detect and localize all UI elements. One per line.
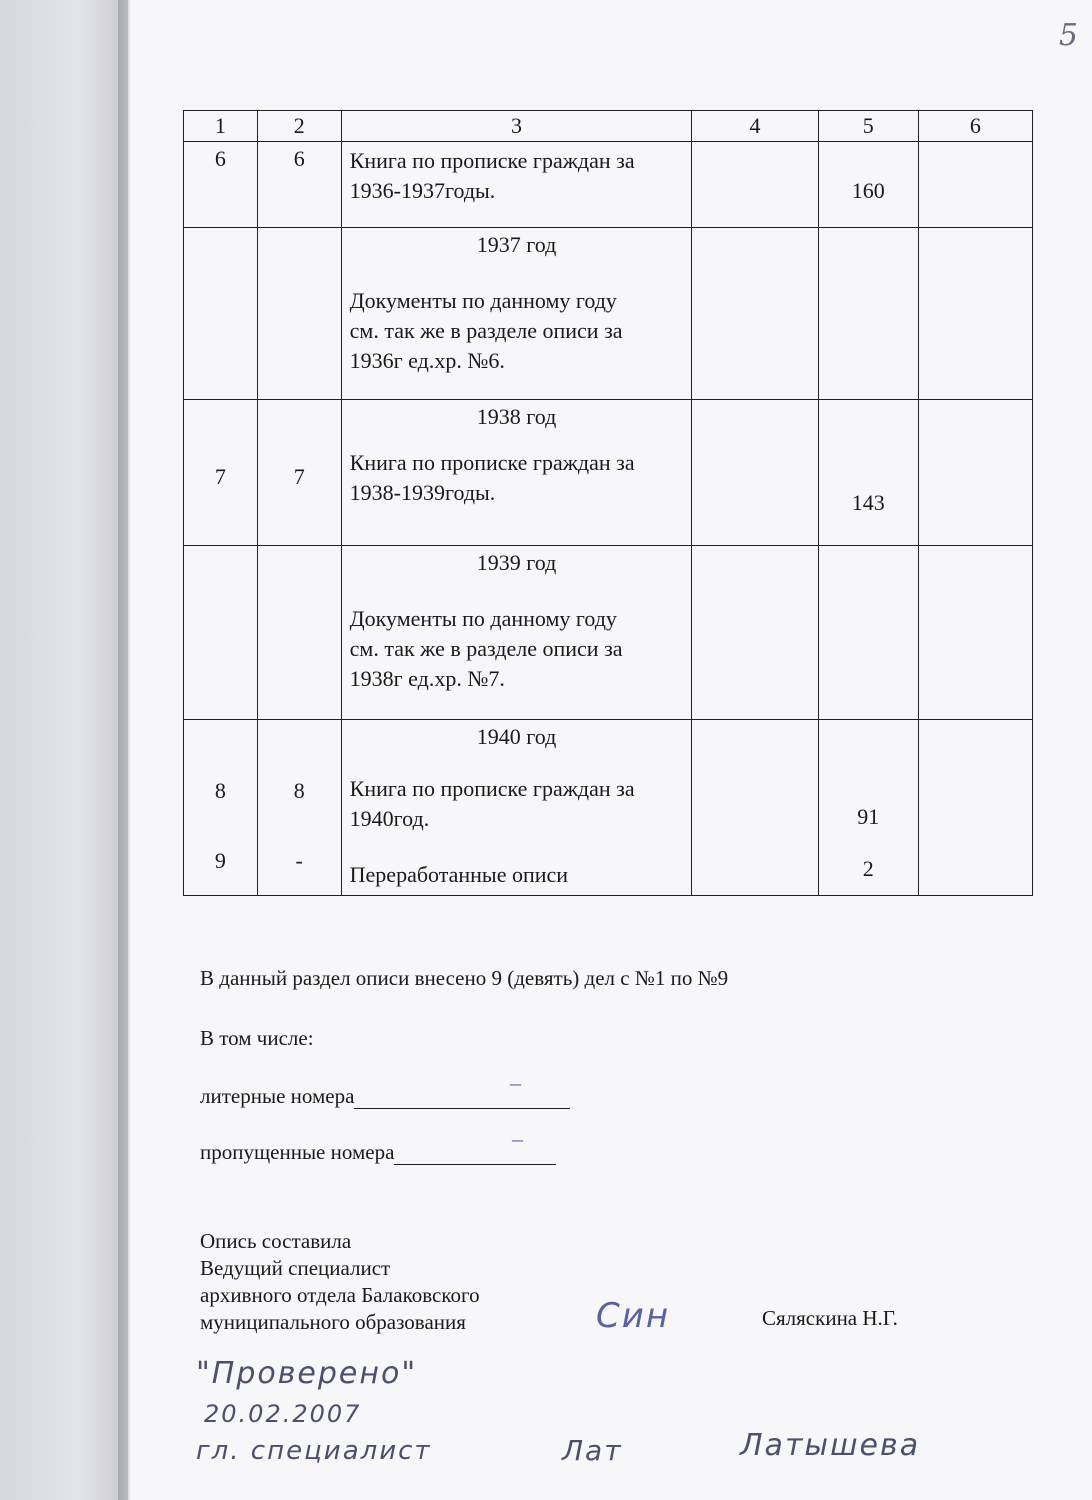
- cell-number: 6: [184, 142, 258, 228]
- cell-dates: [692, 400, 818, 546]
- header-col-6: 6: [918, 111, 1032, 142]
- cell-title: [341, 228, 692, 400]
- letter-numbers-label: литерные номера: [200, 1084, 355, 1108]
- cell-number: [184, 400, 258, 546]
- cell-notes: [918, 546, 1032, 720]
- cell-sheets: [818, 720, 918, 896]
- cell-index: [257, 720, 341, 896]
- title-line: см. так же в разделе описи за: [349, 636, 623, 661]
- table-row: [184, 228, 1033, 400]
- compiler-name: Сяляскина Н.Г.: [762, 1306, 898, 1330]
- page-number: 5: [1058, 18, 1078, 53]
- header-col-5: 5: [818, 111, 918, 142]
- title-line: Книга по прописке граждан за: [349, 450, 635, 475]
- year-heading: 1937 год: [476, 232, 557, 257]
- year-heading: 1938 год: [476, 404, 557, 429]
- item-number: 7: [214, 464, 226, 489]
- cell-notes: [918, 720, 1032, 896]
- cell-dates: [692, 228, 818, 400]
- missing-numbers-blank: [394, 1142, 556, 1165]
- cell-dates: [692, 546, 818, 720]
- item-index: 7: [293, 464, 305, 489]
- cell-dates: [692, 720, 818, 896]
- sheet-count: 91: [857, 804, 880, 829]
- item-index: 8: [293, 778, 305, 803]
- item-number: 8: [214, 778, 226, 803]
- letter-numbers-dash: –: [510, 1070, 521, 1095]
- title-line: Переработанные описи: [349, 862, 569, 887]
- cell-sheets: [818, 546, 918, 720]
- title-line: Документы по данному году: [349, 288, 617, 313]
- cell-title: [341, 400, 692, 546]
- cell-number: [184, 720, 258, 896]
- header-col-1: 1: [184, 111, 258, 142]
- title-line: 1938-1939годы.: [349, 480, 496, 505]
- title-line: 1938г ед.хр. №7.: [349, 666, 505, 691]
- cell-title: [341, 142, 692, 228]
- title-line: Книга по прописке граждан за: [349, 148, 635, 173]
- cell-number: [184, 546, 258, 720]
- header-col-4: 4: [692, 111, 818, 142]
- title-line: 1936г ед.хр. №6.: [349, 348, 505, 373]
- table-row: [184, 546, 1033, 720]
- compiler-position-1: Ведущий специалист: [200, 1256, 391, 1280]
- cell-notes: [918, 400, 1032, 546]
- title-line: 1936-1937годы.: [349, 178, 496, 203]
- cell-number: [184, 228, 258, 400]
- verifier-name: Латышева: [740, 1428, 921, 1463]
- table-row: [184, 142, 1033, 228]
- missing-numbers-label: пропущенные номера: [200, 1140, 395, 1164]
- sheet-count: 160: [851, 178, 885, 203]
- cell-index: [257, 228, 341, 400]
- cell-notes: [918, 228, 1032, 400]
- table-row: [184, 720, 1033, 896]
- previous-page-edge: [0, 0, 128, 1500]
- cell-dates: [692, 142, 818, 228]
- title-line: Книга по прописке граждан за: [349, 776, 635, 801]
- title-line: 1940год.: [349, 806, 430, 831]
- compiled-by: Опись составила: [200, 1229, 352, 1253]
- compiler-signature: Син: [596, 1296, 671, 1336]
- cell-sheets: [818, 228, 918, 400]
- header-col-2: 2: [257, 111, 341, 142]
- summary-including: В том числе:: [200, 1026, 314, 1050]
- header-col-3: 3: [341, 111, 692, 142]
- verified-date: 20.02.2007: [204, 1400, 362, 1428]
- verifier-role: гл. специалист: [196, 1436, 432, 1466]
- cell-sheets: [818, 142, 918, 228]
- item-index: -: [295, 848, 303, 873]
- sheet-count: 2: [862, 856, 874, 881]
- inventory-table: [183, 110, 1033, 896]
- summary-total: В данный раздел описи внесено 9 (девять) дел с №1 по №9: [200, 966, 729, 990]
- year-heading: 1939 год: [476, 550, 557, 575]
- cell-notes: [918, 142, 1032, 228]
- item-number: 9: [214, 848, 226, 873]
- compiler-position-3: муниципального образования: [200, 1310, 466, 1334]
- letter-numbers-blank: [354, 1086, 570, 1109]
- sheet-count: 143: [851, 490, 885, 515]
- year-heading: 1940 год: [476, 724, 557, 749]
- cell-index: 6: [257, 142, 341, 228]
- cell-index: [257, 400, 341, 546]
- table-row: [184, 400, 1033, 546]
- cell-index: [257, 546, 341, 720]
- title-line: см. так же в разделе описи за: [349, 318, 623, 343]
- missing-numbers-dash: –: [512, 1126, 523, 1151]
- table-header-row: [184, 111, 1033, 142]
- title-line: Документы по данному году: [349, 606, 617, 631]
- verified-stamp: "Проверено": [196, 1356, 418, 1391]
- verifier-signature: Лат: [562, 1434, 623, 1467]
- cell-sheets: [818, 400, 918, 546]
- cell-title: [341, 546, 692, 720]
- cell-title: [341, 720, 692, 896]
- compiler-block: [200, 1228, 480, 1336]
- compiler-position-2: архивного отдела Балаковского: [200, 1283, 480, 1307]
- missing-numbers-line: [200, 1140, 556, 1165]
